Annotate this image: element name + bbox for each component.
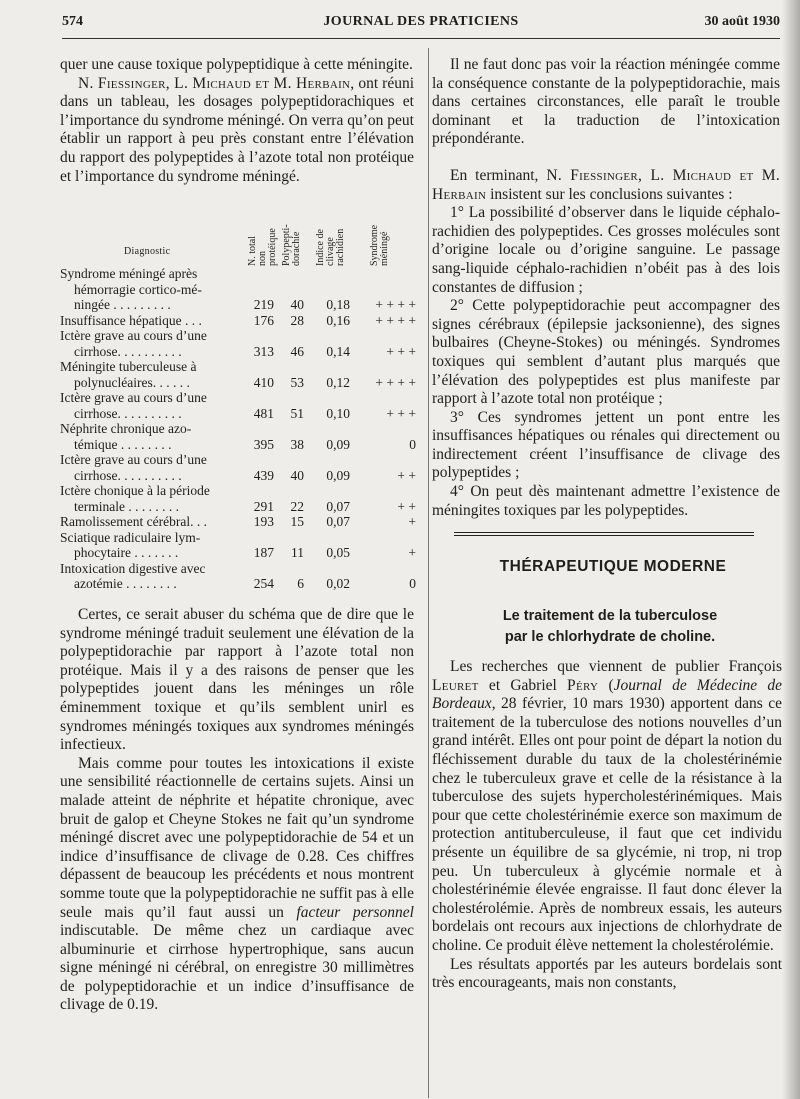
diagnostic-line: Méningite tuberculeuse à [60,359,197,374]
column-header-indice [316,222,360,266]
indice-cell: 0,14 [326,343,350,359]
table-row [60,452,416,483]
table-row [60,561,416,592]
syndrome-cell: 0 [409,436,416,452]
paragraph [60,755,414,1015]
syndrome-cell: + + + + [375,312,416,328]
title-line: Le traitement de la tuberculose [502,608,718,624]
indice-cell: 0,16 [326,312,350,328]
diagnostic-line: Ictère grave au cours d’une [60,390,207,405]
paragraph [432,167,780,204]
diagnostic-line: cirrhose. . . . . . . . . . [74,467,182,483]
paragraph-text: ( [598,676,614,694]
diagnostic-line: Ictère chonique à la période [60,483,210,498]
paragraph-text: et Gabriel [478,676,568,694]
indice-cell: 0,12 [326,374,350,390]
indice-cell: 0,09 [326,467,350,483]
left-column-intro [60,56,414,186]
diagnostic-line: azotémie . . . . . . . . [74,576,177,591]
diagnostic-line: ningée . . . . . . . . . [74,297,171,312]
polypeptide-cell: 51 [290,405,304,421]
diagnostic-line: Intoxication digestive avec [60,560,206,576]
conclusion-item: 2° Cette polypeptidorachie peut accompagner des signes cérébraux (épilepsie jacksonienne), des signes bulbaires (Cheyne-Stokes) ou méningés. Syndromes toxiques qui semblent d’autant plus marqués que l’élévation des polypeptides est plus manifeste par rapport à l’azote total non protéique ; [432,297,780,408]
page-number: 574 [62,14,83,29]
article-title [440,606,780,648]
column-divider [428,48,429,1098]
azote-cell: 439 [253,467,274,483]
indice-cell: 0,05 [326,545,350,560]
header-rule [62,38,780,39]
table-row [60,390,416,421]
diagnostic-line: Syndrome méningé après [60,266,198,281]
diagnostic-cell [60,561,240,592]
table-row [60,328,416,359]
paragraph-text: ont réuni dans un tableau, les dosages polypeptidorachiques et l’importance du syndrome méningé. On verra qu’on peut établir un rapport à peu près constant entre l’élévation du rapport des polypeptides à l’azote total non protéique et l’importance du syndrome méningé. [60,74,415,185]
indice-cell: 0,18 [326,297,350,312]
paragraph: Il ne faut donc pas voir la réaction méningée comme la conséquence constante de la polypeptidorachie, mais dans certaines circonstances, elle paraît le trouble dominant et la traduction de l’intoxication prépondérante. [432,56,780,148]
conclusion-item: 3° Ces syndromes jettent un pont entre les insuffisances hépatiques ou rénales qui directement ou indirectement créent l’insuffisance de clivage des polypeptides ; [432,408,780,482]
right-column-article [432,658,782,993]
azote-cell: 395 [253,436,274,452]
syndrome-cell: + + + + [375,297,416,312]
paragraph-text: insistent sur les conclusions suivantes : [486,185,733,203]
syndrome-cell: + + [397,467,416,483]
diagnostic-cell [60,421,240,452]
polypeptide-cell: 11 [291,545,304,560]
azote-cell: 176 [253,312,274,328]
author-name: Péry [567,676,599,694]
issue-date: 30 août 1930 [704,14,780,29]
syndrome-cell: + [408,545,416,560]
syndrome-cell: + + + + [375,374,416,390]
paragraph-text: Les recherches que viennent de publier François [450,658,782,675]
emphasis: facteur personnel [296,903,414,921]
diagnostic-cell [60,313,240,329]
header-text: Syndrome méningé [369,224,390,266]
polypeptide-cell: 22 [290,498,304,514]
author-names: N. Fiessinger, L. Michaud et M. Herbain, [78,74,355,92]
table-row [60,421,416,452]
polypeptide-cell: 28 [290,312,304,328]
syndrome-cell: + + + [386,405,416,421]
polypeptide-cell: 40 [290,297,304,312]
header-text: Polypepti-dorachie [281,224,302,266]
diagnostic-line: Sciatique radiculaire lym- [60,529,201,545]
polypeptide-cell: 40 [290,467,304,483]
journal-citation: Journal de Médecine de Bordeaux [432,676,782,713]
table-row [60,359,416,390]
column-header-diagnostic: Diagnostic [124,246,171,257]
diagnostic-line: polynucléaires. . . . . . [74,374,190,390]
header-text: Indice de clivage rachidien [315,228,346,266]
diagnostic-line: témique . . . . . . . . [74,436,172,452]
azote-cell: 410 [253,374,274,390]
diagnostic-line: phocytaire . . . . . . . [74,545,179,560]
polypeptide-cell: 53 [290,374,304,390]
polypeptide-cell: 6 [297,576,304,591]
paragraph [60,75,414,187]
diagnostic-cell [60,514,240,530]
diagnostic-line: Insuffisance hépatique . . . [60,312,202,328]
data-table [60,220,416,592]
page-edge-shadow [782,0,800,1099]
paragraph: Les résultats apportés par les auteurs bordelais sont très encourageants, mais non constants, [432,955,782,992]
syndrome-cell: 0 [409,576,416,591]
diagnostic-cell [60,452,240,483]
right-column-conclusions [432,56,780,520]
azote-cell: 254 [253,576,274,591]
azote-cell: 219 [253,297,274,312]
azote-cell: 193 [253,514,274,529]
indice-cell: 0,10 [326,405,350,421]
paragraph-text: , 28 février, 10 mars 1930) apportent dans ce traitement de la tuberculose des notions nouvelles d’un grand intérêt. Elles ont pour point de départ la notion du fléchissement durable du taux de la cholestérinémie chez le tuberculeux grave et celle de la résistance à la tuberculose des sujets hypercholestérinémiques. Mais pour que cette cholestérinémie exerce son maximum de protection antituberculeuse, il faut que cet individu présente un équilibre de sa glycémie, ni trop, ni trop peu. Un tuberculeux à glycémie normale et à cholestérinémie élevée engraisse. Il faut donc élever la cholestérolémie. Après de nombreux essais, les auteurs bordelais ont recours aux injections de chlorhydrate de choline. Ce produit élève nettement la cholestérolémie. [432,695,782,954]
diagnostic-cell [60,359,240,390]
left-column-discussion [60,606,414,1015]
paragraph: Certes, ce serait abuser du schéma que de dire que le syndrome méningé traduit seulement une élévation de la polypeptidorachie par rapport à l’azote total non protéique. Mais il y a des raisons de penser que les polypeptides jouent dans les méninges un rôle éminemment toxique et qu’ils semblent unirl es syndromes méningés toxiques aux syndromes méningés infectieux. [60,606,414,754]
conclusion-item: 1° La possibilité d’observer dans le liquide céphalo-rachidien des polypeptides. Ces grosses molécules sont d’origine locale ou d’origine sanguine. Le passage sang-liquide céphalo-rachidien n’obéit pas à des lois constantes de diffusion ; [432,204,780,296]
diagnostic-cell [60,328,240,359]
paragraph [432,658,782,956]
table-row [60,514,416,530]
table-header [60,220,416,266]
paragraph-text: En terminant, [450,166,547,184]
table-row [60,483,416,514]
polypeptide-cell: 15 [290,514,304,529]
diagnostic-cell [60,390,240,421]
header-text: N. total non protéique [247,228,278,266]
diagnostic-cell [60,530,240,561]
indice-cell: 0,07 [326,514,350,529]
table-row [60,313,416,329]
paragraph: quer une cause toxique polypeptidique à cette méningite. [60,56,413,73]
paragraph-text: indiscutable. De même chez un cardiaque avec albuminurie et cirrhose hypertrophique, sans aucun signe méningé ni cérébral, on enregistre 30 millimètres de polypeptidorachie et un indice d’insuffisance de clivage de 0.19. [60,922,414,1014]
syndrome-cell: + + + [386,343,416,359]
author-names: N. Fiessinger, L. Michaud et M. Herbain [432,166,780,203]
diagnostic-line: hémorragie cortico-mé- [74,281,202,297]
diagnostic-line: Ramolissement cérébral. . . [60,514,207,529]
azote-cell: 291 [253,498,274,514]
table-row [60,530,416,561]
syndrome-cell: + + [397,498,416,514]
indice-cell: 0,09 [326,436,350,452]
azote-cell: 187 [253,545,274,560]
diagnostic-line: Ictère grave au cours d’une [60,452,207,467]
indice-cell: 0,07 [326,498,350,514]
diagnostic-line: Ictère grave au cours d’une [60,328,207,343]
diagnostic-cell [60,483,240,514]
journal-title: JOURNAL DES PRATICIENS [323,14,519,29]
table-row [60,266,416,313]
syndrome-cell: + [408,514,416,529]
azote-cell: 481 [253,405,274,421]
paragraph-text: Mais comme pour toutes les intoxications il existe une sensibilité réactionnelle de certains sujets. Ainsi un malade atteint de néphrite et hépatite chronique, avec bruit de galop et Cheyne Stokes ne fait qu’un syndrome méningé discret avec une polypeptidorachie de 54 et un indice d’insuffisance de clivage de 0.28. Ces chiffres dépassent de beaucoup les précédents et nous montrent somme toute que la polypeptidorachie ne suffit pas à elle seule mais qu’il faut aussi un [60,754,414,921]
conclusion-item: 4° On peut dès maintenant admettre l’existence de méningites toxiques par les polypeptides. [432,483,780,519]
diagnostic-line: cirrhose. . . . . . . . . . [74,343,182,359]
polypeptide-cell: 38 [290,436,304,452]
diagnostic-line: Néphrite chronique azo- [60,421,192,436]
azote-cell: 313 [253,343,274,359]
polypeptide-cell: 46 [290,343,304,359]
indice-cell: 0,02 [326,576,350,591]
diagnostic-line: terminale . . . . . . . . [74,498,179,514]
section-separator [454,532,754,538]
running-header [62,14,780,36]
column-header-syndrome [370,222,414,266]
section-heading: THÉRAPEUTIQUE MODERNE [499,558,727,575]
title-line: par le chlorhydrate de choline. [504,629,716,645]
diagnostic-cell [60,266,240,313]
diagnostic-line: cirrhose. . . . . . . . . . [74,405,182,421]
author-name: Leuret [432,676,479,694]
